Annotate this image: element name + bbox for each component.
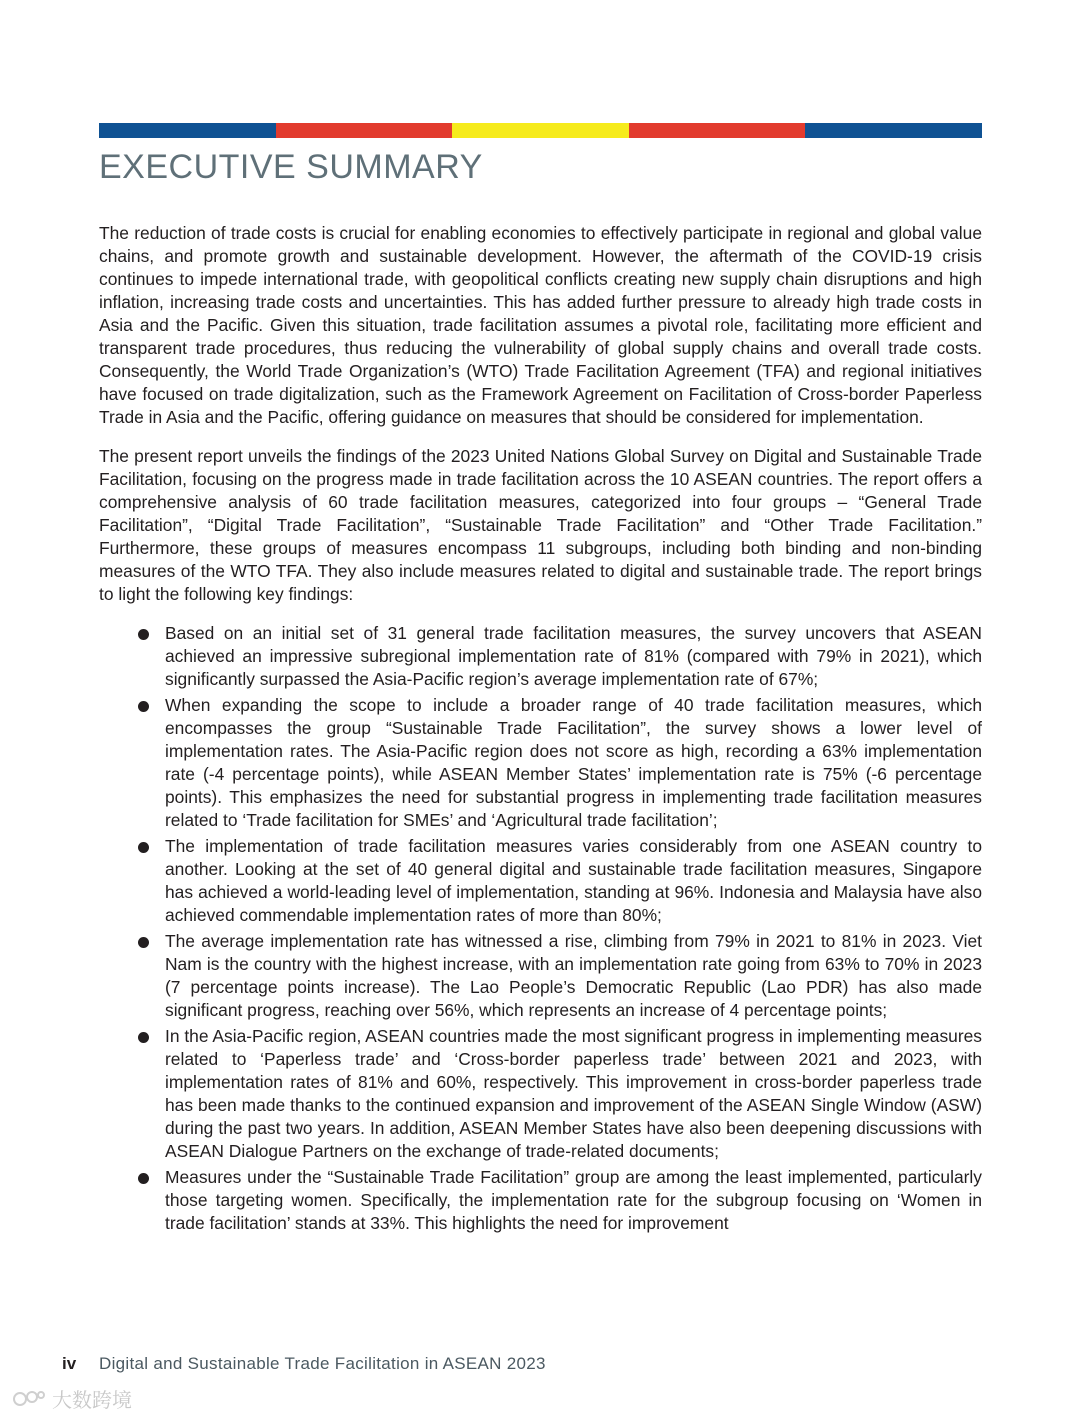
- bullet-dot-icon: [138, 1032, 149, 1043]
- stripe-segment-yellow: [452, 123, 629, 138]
- footer-document-title: Digital and Sustainable Trade Facilitation in ASEAN 2023: [99, 1354, 546, 1373]
- bullet-dot-icon: [138, 937, 149, 948]
- list-item: [99, 1025, 982, 1163]
- bullet-dot-icon: [138, 629, 149, 640]
- header-color-stripe: [99, 123, 982, 138]
- stripe-segment-red-right: [629, 123, 806, 138]
- body-content: [99, 222, 982, 1238]
- list-item: [99, 1166, 982, 1235]
- page-footer: [62, 1354, 546, 1374]
- list-item: [99, 694, 982, 832]
- list-item-text: Measures under the “Sustainable Trade Facilitation” group are among the least implemented, particularly those targeting women. Specifically, the implementation rate for the subgroup focusing on ‘Women in trade facilitation’ stands at 33%. This highlights the need for improvement: [165, 1167, 982, 1233]
- stripe-segment-red-left: [276, 123, 453, 138]
- paragraph-report-overview: The present report unveils the findings of the 2023 United Nations Global Survey on Digital and Sustainable Trade Facilitation, focusing on the progress made in trade facilitation across the 10 ASEAN countries. The report offers a comprehensive analysis of 60 trade facilitation measures, categorized into four groups – “General Trade Facilitation”, “Digital Trade Facilitation”, “Sustainable Trade Facilitation” and “Other Trade Facilitation.” Furthermore, these groups of measures encompass 11 subgroups, including both binding and non-binding measures of the WTO TFA. They also include measures related to digital and sustainable trade. The report brings to light the following key findings:: [99, 446, 982, 604]
- page-number: iv: [62, 1354, 77, 1373]
- bullet-dot-icon: [138, 701, 149, 712]
- list-item: [99, 835, 982, 927]
- bullet-dot-icon: [138, 1173, 149, 1184]
- bullet-dot-icon: [138, 842, 149, 853]
- list-item: [99, 622, 982, 691]
- stripe-segment-blue-left: [99, 123, 276, 138]
- stripe-segment-blue-right: [805, 123, 982, 138]
- list-item-text: In the Asia-Pacific region, ASEAN countries made the most significant progress in implementing measures related to ‘Paperless trade’ and ‘Cross-border paperless trade’ between 2021 and 2023, with implementation rates of 81% and 60%, respectively. This improvement in cross-border paperless trade has been made thanks to the continued expansion and improvement of the ASEAN Single Window (ASW) during the past two years. In addition, ASEAN Member States have also been deepening discussions with ASEAN Dialogue Partners on the exchange of trade-related documents;: [165, 1026, 982, 1161]
- watermark: [12, 1384, 132, 1413]
- list-item-text: The average implementation rate has witnessed a rise, climbing from 79% in 2021 to 81% in 2023. Viet Nam is the country with the highest increase, with an implementation rate going from 63% to 70% in 2023 (7 percentage points increase). The Lao People’s Democratic Republic (Lao PDR) has also made significant progress, reaching over 56%, which represents an increase of 4 percentage points;: [165, 931, 982, 1020]
- list-item-text: When expanding the scope to include a broader range of 40 trade facilitation measures, which encompasses the group “Sustainable Trade Facilitation”, the survey shows a lower level of implementation rates. The Asia-Pacific region does not score as high, recording a 63% implementation rate (-4 percentage points), while ASEAN Member States’ implementation rate is 75% (-6 percentage points). This emphasizes the need for substantial progress in implementing trade facilitation measures related to ‘Trade facilitation for SMEs’ and ‘Agricultural trade facilitation’;: [165, 695, 982, 830]
- page-title: EXECUTIVE SUMMARY: [99, 148, 483, 186]
- paragraph-intro: The reduction of trade costs is crucial for enabling economies to effectively participate in regional and global value chains, and promote growth and sustainable development. However, the aftermath of the COVID-19 crisis continues to impede international trade, with geopolitical conflicts creating new supply chain disruptions and high inflation, increasing trade costs and uncertainties. This has added further pressure to already high trade costs in Asia and the Pacific. Given this situation, trade facilitation assumes a pivotal role, facilitating more efficient and transparent trade procedures, thus reducing the vulnerability of global supply chains and overall trade costs. Consequently, the World Trade Organization’s (WTO) Trade Facilitation Agreement (TFA) and regional initiatives have focused on trade digitalization, such as the Framework Agreement on Facilitation of Cross-border Paperless Trade in Asia and the Pacific, offering guidance on measures that should be considered for implementation.: [99, 223, 982, 427]
- watermark-text: 大数跨境: [52, 1390, 132, 1412]
- list-item: [99, 930, 982, 1022]
- list-item-text: The implementation of trade facilitation measures varies considerably from one ASEAN country to another. Looking at the set of 40 general digital and sustainable trade facilitation measures, Singapore has achieved a world-leading level of implementation, standing at 96%. Indonesia and Malaysia have also achieved commendable implementation rates of more than 80%;: [165, 836, 982, 925]
- list-item-text: Based on an initial set of 31 general trade facilitation measures, the survey uncovers that ASEAN achieved an impressive subregional implementation rate of 81% (compared with 79% in 2021), which significantly surpassed the Asia-Pacific region’s average implementation rate of 67%;: [165, 623, 982, 689]
- key-findings-list: [99, 622, 982, 1235]
- watermark-logo-icon: [12, 1387, 46, 1411]
